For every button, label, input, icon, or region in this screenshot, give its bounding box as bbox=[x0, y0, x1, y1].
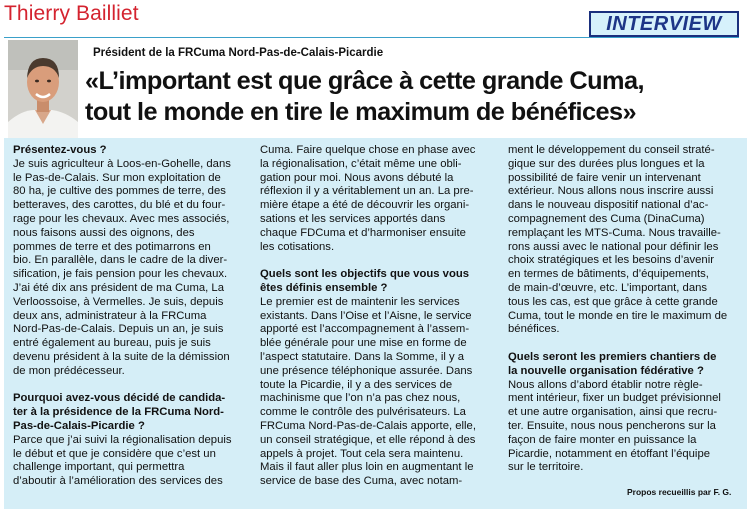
answer-line: ment le développement du conseil straté- bbox=[508, 144, 715, 156]
answer-line: possibilité de faire venir un intervenant bbox=[508, 171, 701, 184]
answer-line: service de base des Cuma, avec notam- bbox=[260, 475, 463, 488]
headline-quote bbox=[85, 66, 735, 128]
answer-line: un conseil stratégique, et elle répond à des bbox=[260, 433, 476, 446]
interview-tag-label: INTERVIEW bbox=[606, 12, 722, 35]
answer-line: entré également au bureau, puis je suis bbox=[13, 337, 211, 350]
answer-line: devenu président à la suite de la démission bbox=[13, 350, 230, 363]
answer-line: existants. Dans l’Oise et l’Aisne, le service bbox=[260, 309, 472, 322]
portrait-illustration bbox=[8, 40, 78, 138]
answer-line: 80 ha, je cultive des pommes de terre, des bbox=[13, 185, 226, 198]
header-divider bbox=[4, 37, 739, 38]
answer-line: blée générale pour une mise en forme de bbox=[260, 337, 467, 350]
answer-line: deux ans, administrateur à la FRCuma bbox=[13, 309, 207, 322]
answer-line: apporté est l’accompagnement à l’assem- bbox=[260, 323, 470, 336]
answer-line: dans le nouveau dispositif national d’ac- bbox=[508, 199, 709, 212]
answer-line: Mais il faut aller plus loin en augmentant le bbox=[260, 461, 474, 474]
answer-line: sification, je fais pension pour les chevaux. bbox=[13, 268, 228, 281]
paragraph-gap bbox=[508, 337, 744, 351]
question-line: Quels seront les premiers chantiers de bbox=[508, 350, 717, 363]
answer-line: Le premier est de maintenir les services bbox=[260, 295, 460, 308]
answer-line: choix stratégiques et les besoins d’avenir bbox=[508, 254, 714, 267]
question-line: la nouvelle organisation fédérative ? bbox=[508, 364, 704, 377]
interviewee-name: Thierry Bailliet bbox=[4, 2, 139, 25]
paragraph-gap bbox=[13, 379, 249, 393]
answer-line: appels à projet. Tout cela sera maintenu. bbox=[260, 447, 464, 460]
article-column-1 bbox=[13, 144, 249, 489]
answer-line: façon de faire monter en puissance la bbox=[508, 433, 697, 446]
article-column-3 bbox=[508, 144, 744, 475]
answer-line: gique sur des durées plus longues et la bbox=[508, 157, 705, 170]
answer-line: sur le territoire. bbox=[508, 461, 584, 474]
answer-line: machinisme que l’on n’a pas chez nous, bbox=[260, 392, 461, 405]
answer-line: une présence téléphonique assurée. Dans bbox=[260, 364, 473, 377]
answer-line: bio. En parallèle, dans le cadre de la diver- bbox=[13, 254, 228, 267]
article-column-2 bbox=[260, 144, 496, 489]
question-line: Présentez-vous ? bbox=[13, 144, 107, 156]
answer-line: chaque FDCuma et d’harmoniser ensuite bbox=[260, 226, 466, 239]
answer-line: Cuma. Faire quelque chose en phase avec bbox=[260, 144, 476, 156]
answer-line: rons aussi avec le national pour définir les bbox=[508, 240, 719, 253]
headline-quote-line: «L’important est que grâce à cette grande Cuma, bbox=[85, 67, 644, 95]
answer-line: bénéfices. bbox=[508, 323, 560, 336]
interview-tag bbox=[589, 11, 739, 37]
answer-line: toute la Picardie, il y a des services de bbox=[260, 378, 453, 391]
answer-line: tous les cas, est que grâce à cette grande bbox=[508, 295, 718, 308]
answer-line: compagnement des Cuma (DinaCuma) bbox=[508, 212, 705, 225]
answer-line: rage pour les chevaux. Avec mes associés, bbox=[13, 212, 230, 225]
headline-quote-line: tout le monde en tire le maximum de bénéfices» bbox=[85, 98, 637, 126]
answer-line: extérieur. Nous allons nous inscrire aussi bbox=[508, 185, 714, 198]
answer-line: Nord-Pas-de-Calais. Depuis un an, je suis bbox=[13, 323, 224, 336]
answer-line: de mon prédécesseur. bbox=[13, 364, 125, 377]
answer-line: de main-d’œuvre, etc. L’important, dans bbox=[508, 281, 708, 294]
question-line: ter à la présidence de la FRCuma Nord- bbox=[13, 406, 224, 419]
answer-line: Parce que j’ai suivi la régionalisation depuis bbox=[13, 433, 232, 446]
answer-line: sations et les services apportés dans bbox=[260, 212, 446, 225]
answer-line: l’aspect statutaire. Dans la Somme, il y a bbox=[260, 350, 465, 363]
answer-line: comme le contrôle des pulvérisateurs. La bbox=[260, 406, 466, 419]
portrait-photo bbox=[8, 40, 78, 138]
answer-line: le début et que je considère que c’est un bbox=[13, 447, 216, 460]
answer-line: ter. Ensuite, nous nous pencherons sur la bbox=[508, 419, 716, 432]
answer-line: et une autre organisation, ainsi que recru- bbox=[508, 406, 718, 419]
answer-line: d’aboutir à l’amélioration des services des bbox=[13, 475, 223, 488]
question-line: Pourquoi avez-vous décidé de candida- bbox=[13, 392, 226, 405]
answer-line: Cuma, tout le monde en tire le maximum de bbox=[508, 309, 728, 322]
answer-line: Nous allons d’abord établir notre règle- bbox=[508, 378, 703, 391]
answer-line: mière étape a été de découvrir les organi- bbox=[260, 199, 470, 212]
answer-line: betteraves, des carottes, du blé et du four- bbox=[13, 199, 226, 212]
answer-line: les cotisations. bbox=[260, 240, 335, 253]
answer-line: pommes de terre et des potimarrons en bbox=[13, 240, 211, 253]
paragraph-gap bbox=[260, 254, 496, 268]
question-line: Quels sont les objectifs que vous vous bbox=[260, 268, 470, 281]
author-credit: Propos recueillis par F. G. bbox=[627, 487, 732, 497]
answer-line: Verloossoise, à Vermelles. Je suis, depuis bbox=[13, 295, 224, 308]
answer-line: réflexion il y a véritablement un an. La pre- bbox=[260, 185, 474, 198]
answer-line: le Pas-de-Calais. Sur mon exploitation de bbox=[13, 171, 221, 184]
answer-line: Picardie, notamment en étoffant l’équipe bbox=[508, 447, 711, 460]
interviewee-role: Président de la FRCuma Nord-Pas-de-Calais-Picardie bbox=[93, 47, 384, 59]
answer-line: challenge important, qui permettra bbox=[13, 461, 185, 474]
answer-line: gation pour moi. Nous avons débuté la bbox=[260, 171, 454, 184]
answer-line: la régionalisation, c’était même une obli- bbox=[260, 157, 462, 170]
answer-line: Je suis agriculteur à Loos-en-Gohelle, dans bbox=[13, 157, 231, 170]
answer-line: nous faisons aussi des oignons, des bbox=[13, 226, 195, 239]
answer-line: en termes de bâtiments, d’équipements, bbox=[508, 268, 709, 281]
question-line: Pas-de-Calais-Picardie ? bbox=[13, 419, 145, 432]
answer-line: FRCuma Nord-Pas-de-Calais apporte, elle, bbox=[260, 419, 476, 432]
answer-line: J’ai été dix ans président de ma Cuma, La bbox=[13, 281, 224, 294]
answer-line: remplaçant les MTS-Cuma. Nous travaille- bbox=[508, 226, 721, 239]
question-line: êtes définis ensemble ? bbox=[260, 281, 388, 294]
answer-line: ment intérieur, fixer un budget prévisionnel bbox=[508, 392, 721, 405]
